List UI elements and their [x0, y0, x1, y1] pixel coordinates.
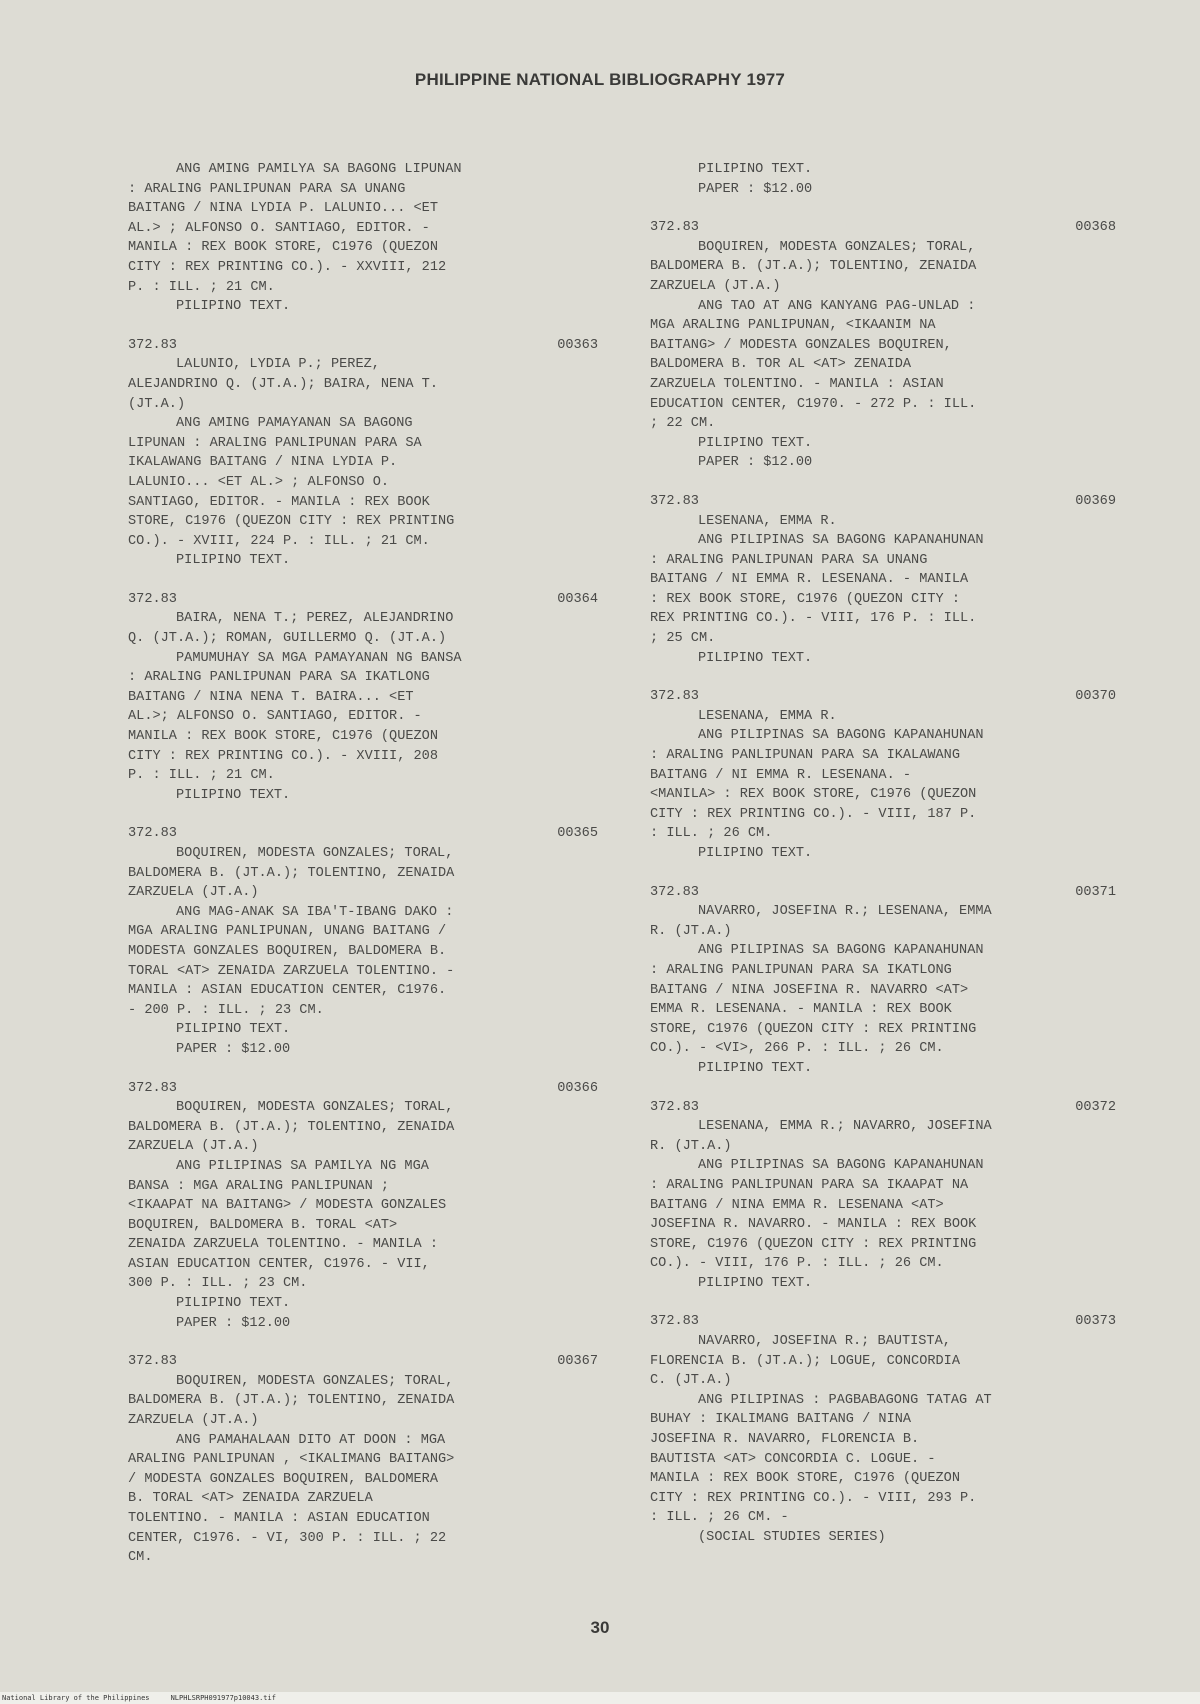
- entry-line: EDUCATION CENTER, C1970. - 272 P. : ILL.: [650, 396, 977, 412]
- entry-line: BALDOMERA B. TOR AL <AT> ZENAIDA: [650, 357, 912, 373]
- entry-line: BALDOMERA B. (JT.A.); TOLENTINO, ZENAIDA: [128, 1119, 455, 1135]
- page-header: PHILIPPINE NATIONAL BIBLIOGRAPHY 1977: [414, 70, 786, 89]
- bibliography-entry: [650, 687, 1116, 863]
- class-number: 372.83: [650, 689, 699, 705]
- entry-line: PILIPINO TEXT.: [698, 435, 813, 451]
- entry-line: BOQUIREN, MODESTA GONZALES; TORAL,: [698, 239, 976, 255]
- left-column: [128, 160, 598, 1587]
- entry-line: ANG AMING PAMILYA SA BAGONG LIPUNAN: [176, 162, 462, 177]
- entry-line: BOQUIREN, MODESTA GONZALES; TORAL,: [176, 1373, 454, 1389]
- entry-line: MGA ARALING PANLIPUNAN, <IKAANIM NA: [650, 318, 936, 334]
- entry-line: CO.). - XVIII, 224 P. : ILL. ; 21 CM.: [128, 533, 430, 549]
- entry-line: BAITANG / NINA JOSEFINA R. NAVARRO <AT>: [650, 982, 969, 998]
- scan-footer-note: National Library of the Philippines NLPHLSRPH091977p10043.tif: [0, 1692, 1200, 1704]
- entry-line: BAITANG / NI EMMA R. LESENANA. -: [650, 767, 912, 783]
- entry-line: IKALAWANG BAITANG / NINA LYDIA P.: [128, 455, 398, 471]
- entry-line: JOSEFINA R. NAVARRO, FLORENCIA B.: [650, 1432, 920, 1448]
- entry-line: ANG PILIPINAS SA BAGONG KAPANAHUNAN: [698, 533, 984, 549]
- record-number: 00373: [1075, 1314, 1116, 1330]
- entry-heading: [128, 1079, 598, 1099]
- entry-line: ANG PILIPINAS SA PAMILYA NG MGA: [176, 1158, 429, 1174]
- bibliography-entry: [650, 1312, 1116, 1547]
- class-number: 372.83: [650, 1099, 699, 1115]
- class-number: 372.83: [650, 884, 699, 900]
- entry-line: 300 P. : ILL. ; 23 CM.: [128, 1276, 308, 1292]
- entry-line: CM.: [128, 1550, 153, 1566]
- entry-line: ARALING PANLIPUNAN , <IKALIMANG BAITANG>: [128, 1452, 455, 1468]
- entry-heading: [650, 1312, 1116, 1332]
- entry-line: MODESTA GONZALES BOQUIREN, BALDOMERA B.: [128, 943, 447, 959]
- entry-line: Q. (JT.A.); ROMAN, GUILLERMO Q. (JT.A.): [128, 631, 447, 647]
- entry-line: MGA ARALING PANLIPUNAN, UNANG BAITANG /: [128, 924, 447, 940]
- record-number: 00365: [557, 826, 598, 842]
- bibliography-entry: [128, 160, 598, 317]
- class-number: 372.83: [650, 1314, 699, 1330]
- entry-line: : REX BOOK STORE, C1976 (QUEZON CITY :: [650, 591, 960, 607]
- entry-line: BAITANG / NINA LYDIA P. LALUNIO... <ET: [128, 201, 438, 217]
- record-number: 00372: [1075, 1099, 1116, 1115]
- entry-line: P. : ILL. ; 21 CM.: [128, 768, 275, 784]
- entry-line: MANILA : REX BOOK STORE, C1976 (QUEZON: [650, 1471, 960, 1487]
- entry-heading: [128, 1352, 598, 1372]
- entry-line: ZARZUELA (JT.A.): [128, 1413, 259, 1429]
- bibliography-entry: [650, 218, 1116, 473]
- entry-heading: [650, 883, 1116, 903]
- entry-line: PAPER : $12.00: [698, 181, 813, 197]
- record-number: 00366: [557, 1080, 598, 1096]
- entry-line: CENTER, C1976. - VI, 300 P. : ILL. ; 22: [128, 1530, 447, 1546]
- entry-line: ; 25 CM.: [650, 631, 716, 647]
- class-number: 372.83: [128, 1080, 177, 1096]
- entry-line: : ARALING PANLIPUNAN PARA SA IKALAWANG: [650, 748, 960, 764]
- entry-line: MANILA : REX BOOK STORE, C1976 (QUEZON: [128, 729, 438, 745]
- entry-line: PILIPINO TEXT.: [698, 1060, 813, 1076]
- entry-line: BAITANG / NI EMMA R. LESENANA. - MANILA: [650, 572, 969, 588]
- class-number: 372.83: [128, 591, 177, 607]
- entry-line: - 200 P. : ILL. ; 23 CM.: [128, 1002, 324, 1018]
- entry-line: ASIAN EDUCATION CENTER, C1976. - VII,: [128, 1256, 430, 1272]
- entry-line: LESENANA, EMMA R.; NAVARRO, JOSEFINA: [698, 1119, 992, 1135]
- entry-line: R. (JT.A.): [650, 923, 732, 939]
- entry-line: EMMA R. LESENANA. - MANILA : REX BOOK: [650, 1002, 952, 1018]
- entry-line: / MODESTA GONZALES BOQUIREN, BALDOMERA: [128, 1471, 438, 1487]
- entry-line: TOLENTINO. - MANILA : ASIAN EDUCATION: [128, 1511, 430, 1526]
- class-number: 372.83: [128, 826, 177, 842]
- entry-line: ANG PILIPINAS SA BAGONG KAPANAHUNAN: [698, 1158, 984, 1174]
- entry-line: BAUTISTA <AT> CONCORDIA C. LOGUE. -: [650, 1451, 936, 1467]
- entry-line: SANTIAGO, EDITOR. - MANILA : REX BOOK: [128, 494, 430, 510]
- entry-line: BALDOMERA B. (JT.A.); TOLENTINO, ZENAIDA: [650, 259, 977, 275]
- entry-line: BANSA : MGA ARALING PANLIPUNAN ;: [128, 1178, 390, 1194]
- entry-line: PILIPINO TEXT.: [176, 553, 291, 569]
- bibliography-entry: [650, 1098, 1116, 1294]
- entry-line: R. (JT.A.): [650, 1138, 732, 1154]
- entry-line: NAVARRO, JOSEFINA R.; LESENANA, EMMA: [698, 904, 992, 920]
- entry-line: : ARALING PANLIPUNAN PARA SA IKAAPAT NA: [650, 1177, 969, 1193]
- entry-line: CO.). - VIII, 176 P. : ILL. ; 26 CM.: [650, 1256, 944, 1272]
- right-column: [650, 160, 1116, 1567]
- entry-line: ; 22 CM.: [650, 416, 716, 432]
- entry-line: <MANILA> : REX BOOK STORE, C1976 (QUEZON: [650, 787, 977, 803]
- entry-line: FLORENCIA B. (JT.A.); LOGUE, CONCORDIA: [650, 1353, 960, 1369]
- entry-line: CO.). - <VI>, 266 P. : ILL. ; 26 CM.: [650, 1041, 944, 1057]
- bibliography-entry: [650, 492, 1116, 668]
- entry-line: ANG PAMAHALAAN DITO AT DOON : MGA: [176, 1432, 446, 1448]
- bibliography-entry: [128, 1352, 598, 1568]
- entry-line: BUHAY : IKALIMANG BAITANG / NINA: [650, 1412, 912, 1428]
- entry-line: BAITANG> / MODESTA GONZALES BOQUIREN,: [650, 337, 952, 353]
- record-number: 00369: [1075, 493, 1116, 509]
- entry-line: PILIPINO TEXT.: [698, 1275, 813, 1291]
- entry-line: ALEJANDRINO Q. (JT.A.); BAIRA, NENA T.: [128, 376, 438, 392]
- page-number: 30: [590, 1618, 610, 1637]
- entry-line: PILIPINO TEXT.: [698, 650, 813, 666]
- class-number: 372.83: [128, 1354, 177, 1370]
- entry-line: MANILA : REX BOOK STORE, C1976 (QUEZON: [128, 240, 438, 256]
- entry-line: BOQUIREN, MODESTA GONZALES; TORAL,: [176, 1100, 454, 1116]
- entry-line: B. TORAL <AT> ZENAIDA ZARZUELA: [128, 1491, 373, 1507]
- entry-line: (JT.A.): [128, 396, 186, 412]
- record-number: 00368: [1075, 220, 1116, 236]
- class-number: 372.83: [650, 493, 699, 509]
- entry-heading: [650, 492, 1116, 512]
- entry-line: CITY : REX PRINTING CO.). - XXVIII, 212: [128, 259, 447, 275]
- entry-line: ZARZUELA (JT.A.): [128, 1139, 259, 1155]
- entry-line: PILIPINO TEXT.: [176, 1022, 291, 1038]
- entry-line: CITY : REX PRINTING CO.). - VIII, 187 P.: [650, 806, 977, 822]
- entry-line: LESENANA, EMMA R.: [698, 513, 837, 529]
- entry-line: MANILA : ASIAN EDUCATION CENTER, C1976.: [128, 983, 447, 999]
- entry-line: BAITANG / NINA NENA T. BAIRA... <ET: [128, 689, 414, 705]
- entry-line: ANG TAO AT ANG KANYANG PAG-UNLAD :: [698, 298, 976, 314]
- entry-line: : ILL. ; 26 CM.: [650, 826, 773, 842]
- entry-line: ANG PILIPINAS : PAGBABAGONG TATAG AT: [698, 1392, 992, 1408]
- entry-line: LIPUNAN : ARALING PANLIPUNAN PARA SA: [128, 435, 422, 451]
- entry-heading: [650, 1098, 1116, 1118]
- entry-heading: [128, 336, 598, 356]
- entry-line: STORE, C1976 (QUEZON CITY : REX PRINTING: [128, 514, 455, 530]
- entry-line: : ARALING PANLIPUNAN PARA SA IKATLONG: [650, 962, 952, 978]
- entry-line: (SOCIAL STUDIES SERIES): [698, 1530, 886, 1545]
- entry-heading: [128, 590, 598, 610]
- entry-heading: [650, 687, 1116, 707]
- entry-line: ANG PILIPINAS SA BAGONG KAPANAHUNAN: [698, 728, 984, 744]
- entry-heading: [128, 824, 598, 844]
- entry-line: JOSEFINA R. NAVARRO. - MANILA : REX BOOK: [650, 1217, 977, 1233]
- bibliography-entry: [650, 883, 1116, 1079]
- entry-line: TORAL <AT> ZENAIDA ZARZUELA TOLENTINO. -: [128, 963, 455, 979]
- entry-line: PILIPINO TEXT.: [176, 299, 291, 315]
- entry-line: ANG MAG-ANAK SA IBA'T-IBANG DAKO :: [176, 904, 454, 920]
- entry-line: PAMUMUHAY SA MGA PAMAYANAN NG BANSA: [176, 650, 462, 666]
- entry-line: BOQUIREN, BALDOMERA B. TORAL <AT>: [128, 1217, 398, 1233]
- entry-line: CITY : REX PRINTING CO.). - VIII, 293 P.: [650, 1490, 977, 1506]
- entry-line: NAVARRO, JOSEFINA R.; BAUTISTA,: [698, 1334, 951, 1350]
- entry-line: <IKAAPAT NA BAITANG> / MODESTA GONZALES: [128, 1198, 447, 1214]
- entry-line: ANG PILIPINAS SA BAGONG KAPANAHUNAN: [698, 943, 984, 959]
- entry-line: : ILL. ; 26 CM. -: [650, 1510, 789, 1526]
- entry-line: : ARALING PANLIPUNAN PARA SA UNANG: [128, 181, 406, 197]
- bibliography-entry: [128, 824, 598, 1059]
- entry-line: : ARALING PANLIPUNAN PARA SA UNANG: [650, 552, 928, 568]
- entry-line: LESENANA, EMMA R.: [698, 708, 837, 724]
- record-number: 00367: [557, 1354, 598, 1370]
- entry-line: : ARALING PANLIPUNAN PARA SA IKATLONG: [128, 670, 430, 686]
- entry-line: PILIPINO TEXT.: [176, 1296, 291, 1312]
- record-number: 00370: [1075, 689, 1116, 705]
- entry-line: ZARZUELA (JT.A.): [650, 278, 781, 294]
- entry-line: ZARZUELA TOLENTINO. - MANILA : ASIAN: [650, 376, 944, 392]
- entry-line: PAPER : $12.00: [698, 455, 813, 471]
- bibliography-entry: [128, 336, 598, 571]
- entry-line: LALUNIO... <ET AL.> ; ALFONSO O.: [128, 474, 390, 490]
- entry-line: BOQUIREN, MODESTA GONZALES; TORAL,: [176, 846, 454, 861]
- entry-line: PAPER : $12.00: [176, 1041, 291, 1057]
- bibliography-entry: [128, 590, 598, 806]
- entry-line: ZARZUELA (JT.A.): [128, 885, 259, 901]
- record-number: 00364: [557, 591, 598, 607]
- entry-line: REX PRINTING CO.). - VIII, 176 P. : ILL.: [650, 611, 977, 627]
- entry-line: ZENAIDA ZARZUELA TOLENTINO. - MANILA :: [128, 1237, 438, 1253]
- entry-line: STORE, C1976 (QUEZON CITY : REX PRINTING: [650, 1236, 977, 1252]
- entry-line: LALUNIO, LYDIA P.; PEREZ,: [176, 357, 380, 373]
- entry-line: BAIRA, NENA T.; PEREZ, ALEJANDRINO: [176, 611, 454, 627]
- entry-line: AL.>; ALFONSO O. SANTIAGO, EDITOR. -: [128, 709, 422, 725]
- entry-line: ANG AMING PAMAYANAN SA BAGONG: [176, 416, 413, 432]
- record-number: 00371: [1075, 884, 1116, 900]
- class-number: 372.83: [650, 220, 699, 236]
- bibliography-entry: [128, 1079, 598, 1334]
- entry-heading: [650, 218, 1116, 238]
- entry-line: CITY : REX PRINTING CO.). - XVIII, 208: [128, 748, 438, 764]
- entry-line: PILIPINO TEXT.: [176, 787, 291, 803]
- entry-line: BALDOMERA B. (JT.A.); TOLENTINO, ZENAIDA: [128, 865, 455, 881]
- entry-line: P. : ILL. ; 21 CM.: [128, 279, 275, 295]
- entry-line: BAITANG / NINA EMMA R. LESENANA <AT>: [650, 1197, 944, 1213]
- entry-line: BALDOMERA B. (JT.A.); TOLENTINO, ZENAIDA: [128, 1393, 455, 1409]
- entry-line: C. (JT.A.): [650, 1373, 732, 1389]
- entry-line: PILIPINO TEXT.: [698, 162, 813, 177]
- entry-line: AL.> ; ALFONSO O. SANTIAGO, EDITOR. -: [128, 220, 430, 236]
- entry-line: PAPER : $12.00: [176, 1315, 291, 1331]
- entry-line: PILIPINO TEXT.: [698, 846, 813, 861]
- entry-line: STORE, C1976 (QUEZON CITY : REX PRINTING: [650, 1021, 977, 1037]
- class-number: 372.83: [128, 337, 177, 353]
- bibliography-entry: [650, 160, 1116, 199]
- record-number: 00363: [557, 337, 598, 353]
